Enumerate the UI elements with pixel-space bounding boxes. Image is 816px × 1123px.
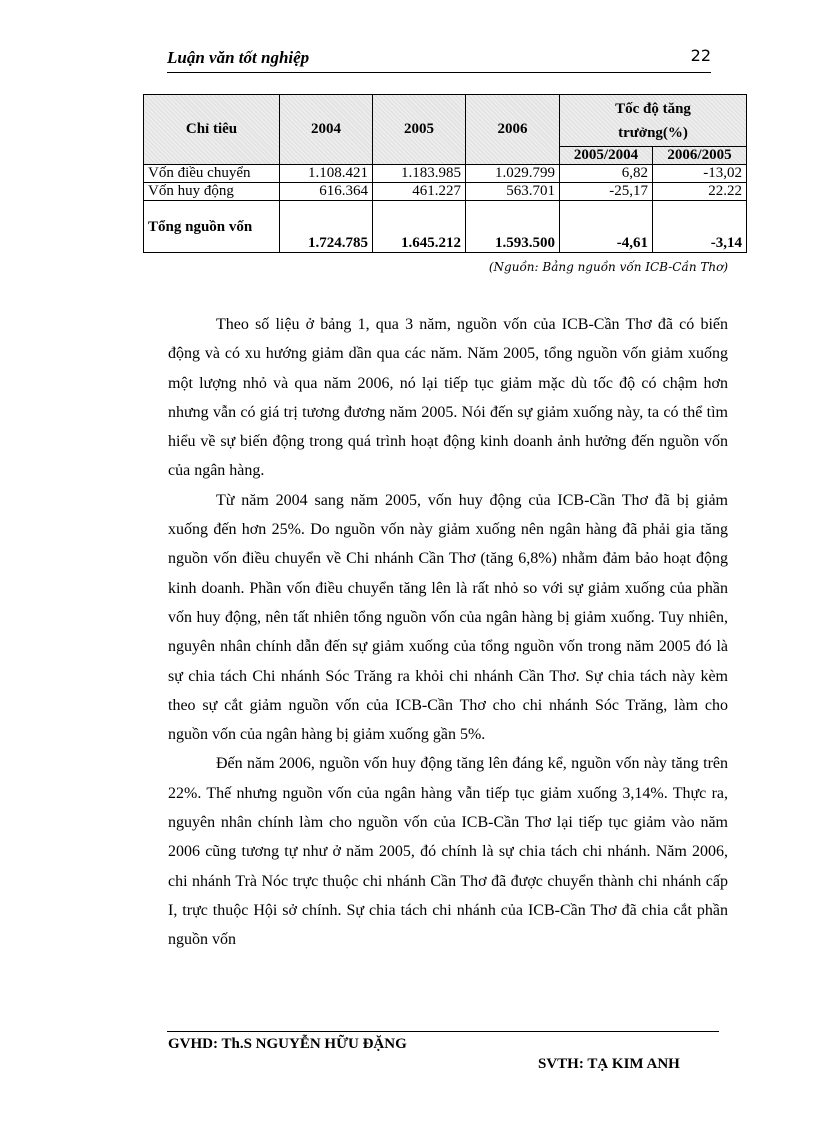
- header-year-2006: 2006: [466, 95, 560, 165]
- header-year-2004: 2004: [280, 95, 373, 165]
- paragraph: Từ năm 2004 sang năm 2005, vốn huy động của ICB-Cần Thơ đã bị giảm xuống đến hơn 25%. Do nguồn vốn này giảm xuống nên ngân hàng đã phải gia tăng nguồn vốn điều chuyển về Chi nhánh Cần Thơ (tăng 6,8%) nhằm đảm bảo hoạt động kinh doanh. Phần vốn điều chuyển tăng lên là rất nhỏ so với sự giảm xuống của phần vốn huy động, nên tất nhiên tổng nguồn vốn của ngân hàng bị giảm xuống. Tuy nhiên, nguyên nhân chính dẫn đến sự giảm xuống của tổng nguồn vốn trong năm 2005 đó là sự chia tách Chi nhánh Sóc Trăng ra khỏi chi nhánh Cần Thơ. Sự chia tách này kèm theo sự cắt giảm nguồn vốn của ICB-Cần Thơ cho chi nhánh Sóc Trăng, làm cho nguồn vốn của ngân hàng bị giảm xuống gần 5%.: [168, 491, 728, 744]
- cell-2006: 563.701: [466, 183, 560, 201]
- header-growth: Tốc độ tăng trưởng(%): [560, 95, 747, 147]
- footer-divider: [167, 1031, 719, 1032]
- cell-2005: 461.227: [373, 183, 466, 201]
- cell-2006: 1.029.799: [466, 165, 560, 183]
- paragraph: Đến năm 2006, nguồn vốn huy động tăng lên đáng kể, nguồn vốn này tăng trên 22%. Thế nhưng nguồn vốn của ngân hàng vẫn tiếp tục giảm xuống 3,14%. Thực ra, nguyên nhân chính làm cho nguồn vốn của ICB-Cần Thơ lại tiếp tục giảm vào năm 2006 cũng tương tự như ở năm 2005, đó chính là sự chia tách chi nhánh. Năm 2006, chi nhánh Trà Nóc trực thuộc chi nhánh Cần Thơ đã được chuyển thành chi nhánh cấp I, trực thuộc Hội sở chính. Sự chia tách chi nhánh của ICB-Cần Thơ đã chia cắt phần nguồn vốn: [168, 755, 728, 949]
- capital-table: [143, 94, 747, 253]
- cell-2004: 616.364: [280, 183, 373, 201]
- cell-2004: 1.108.421: [280, 165, 373, 183]
- cell-growth-2006-2005: -13,02: [653, 165, 747, 183]
- body-text: [168, 310, 728, 955]
- cell-2005: 1.645.212: [373, 201, 466, 253]
- student-name: SVTH: TẠ KIM ANH: [538, 1056, 680, 1072]
- row-label: Tổng nguồn vốn: [144, 201, 280, 253]
- header-growth-2006-2005: 2006/2005: [653, 147, 747, 165]
- cell-2004: 1.724.785: [280, 201, 373, 253]
- header-year-2005: 2005: [373, 95, 466, 165]
- row-label: Vốn điều chuyển: [144, 165, 280, 183]
- table-row-total: [144, 201, 747, 253]
- table-row: [144, 165, 747, 183]
- row-label: Vốn huy động: [144, 183, 280, 201]
- advisor-name: GVHD: Th.S NGUYỄN HỮU ĐẶNG: [168, 1036, 407, 1052]
- cell-2006: 1.593.500: [466, 201, 560, 253]
- table-source-note: (Nguồn: Bảng nguồn vốn ICB-Cần Thơ): [488, 260, 728, 274]
- cell-growth-2006-2005: -3,14: [653, 201, 747, 253]
- cell-2005: 1.183.985: [373, 165, 466, 183]
- header-growth-2005-2004: 2005/2004: [560, 147, 653, 165]
- cell-growth-2006-2005: 22.22: [653, 183, 747, 201]
- table-row: [144, 183, 747, 201]
- header-chi-tieu: Chỉ tiêu: [144, 95, 280, 165]
- cell-growth-2005-2004: -4,61: [560, 201, 653, 253]
- page-number: 22: [690, 46, 711, 65]
- page-header: [167, 46, 711, 73]
- cell-growth-2005-2004: -25,17: [560, 183, 653, 201]
- document-title: Luận văn tốt nghiệp: [167, 48, 310, 67]
- cell-growth-2005-2004: 6,82: [560, 165, 653, 183]
- paragraph: Theo số liệu ở bảng 1, qua 3 năm, nguồn vốn của ICB-Cần Thơ đã có biến động và có xu hướng giảm dần qua các năm. Năm 2005, tổng nguồn vốn giảm xuống một lượng nhỏ và qua năm 2006, nó lại tiếp tục giảm mặc dù tốc độ có chậm hơn nhưng vẫn có giá trị tương đương năm 2005. Nói đến sự giảm xuống này, ta có thể tìm hiểu về sự biến động trong quá trình hoạt động kinh doanh ảnh hưởng đến nguồn vốn của ngân hàng.: [168, 316, 728, 480]
